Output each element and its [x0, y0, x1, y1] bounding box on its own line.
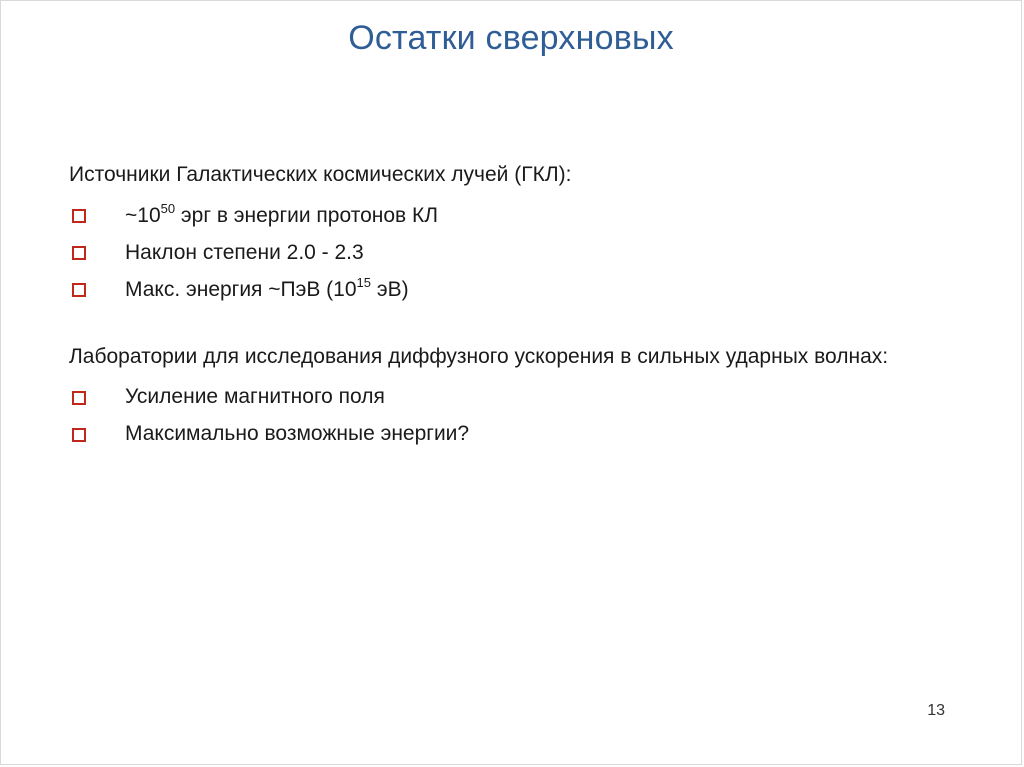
list-item: [69, 272, 949, 309]
section-heading-sources: Источники Галактических космических лучей (ГКЛ):: [69, 163, 572, 186]
list-item: [69, 416, 949, 453]
list-item-text: Максимально возможные энергии?: [125, 422, 470, 446]
item-superscript: 50: [160, 200, 176, 216]
item-text-part: ~10: [125, 203, 161, 227]
item-text-part: эВ): [371, 277, 409, 301]
slide-content: [69, 161, 949, 453]
page-number: 13: [927, 702, 945, 719]
list-item-text: [125, 239, 364, 268]
slide-title: Остатки сверхновых: [348, 19, 674, 57]
item-text-part: Наклон степени 2.0 - 2.3: [125, 240, 364, 264]
laboratories-list: [69, 379, 949, 453]
list-item-text: [125, 276, 409, 305]
sources-list: [69, 198, 949, 309]
square-bullet-icon: [72, 246, 86, 260]
square-bullet-icon: [72, 283, 86, 297]
item-text-part: эрг в энергии протонов КЛ: [175, 203, 439, 227]
item-text-part: Макс. энергия ~ПэВ (10: [125, 277, 357, 301]
square-bullet-icon: [72, 428, 86, 442]
list-item: [69, 198, 949, 235]
section-heading-laboratories: Лаборатории для исследования диффузного ускорения в сильных ударных волнах:: [69, 344, 889, 368]
square-bullet-icon: [72, 209, 86, 223]
list-item: [69, 235, 949, 272]
list-item: [69, 379, 949, 416]
list-item-text: [125, 202, 438, 231]
list-item-text: Усиление магнитного поля: [125, 385, 385, 409]
square-bullet-icon: [72, 391, 86, 405]
item-superscript: 15: [356, 274, 372, 290]
